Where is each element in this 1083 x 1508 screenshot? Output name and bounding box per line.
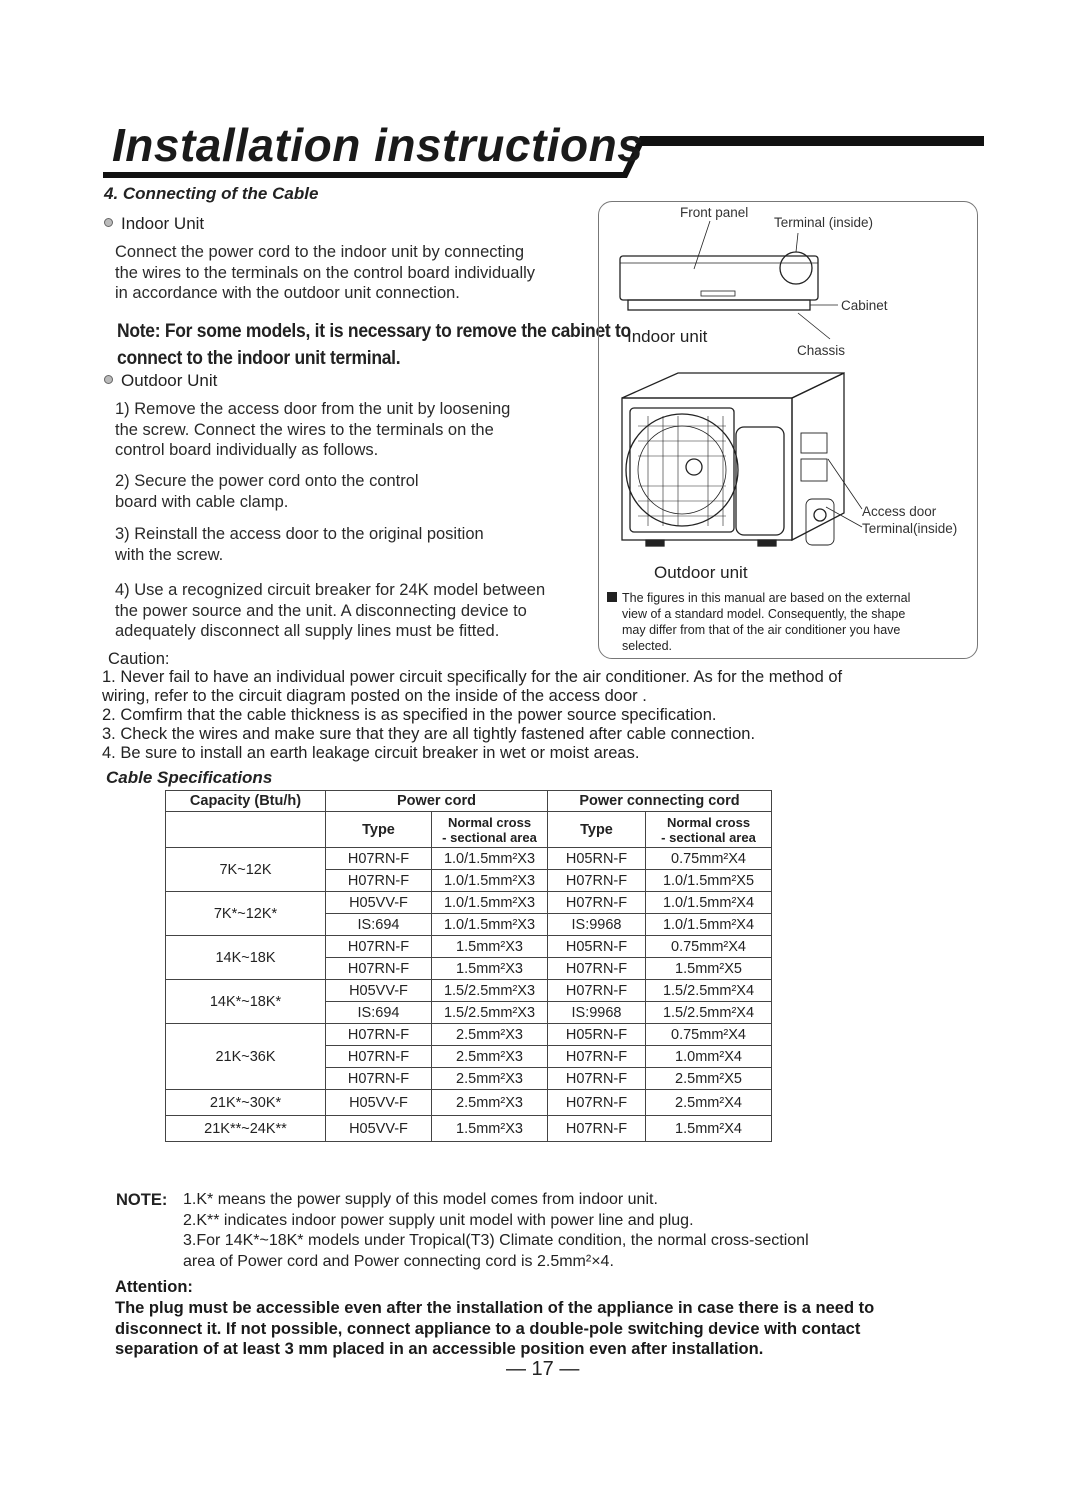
capacity-cell: 14K~18K — [166, 936, 326, 980]
connecting-area-cell: 1.0/1.5mm²X5 — [646, 870, 772, 892]
connecting-area-cell: 0.75mm²X4 — [646, 1024, 772, 1046]
caution-title: Caution: — [108, 650, 170, 668]
cord-type-cell: H07RN-F — [326, 958, 432, 980]
cord-type-cell: IS:694 — [326, 914, 432, 936]
section-heading: 4. Connecting of the Cable — [104, 184, 319, 203]
connecting-area-cell: 1.5/2.5mm²X4 — [646, 980, 772, 1002]
indoor-unit-label: Indoor unit — [627, 327, 708, 346]
connecting-type-cell: H05RN-F — [548, 848, 646, 870]
capacity-cell: 21K**~24K** — [166, 1116, 326, 1142]
connecting-area-cell: 2.5mm²X5 — [646, 1068, 772, 1090]
step-2: 2) Secure the power cord onto the control board with cable clamp. — [115, 472, 419, 511]
cord-area-cell: 2.5mm²X3 — [432, 1046, 548, 1068]
terminal-inside-outdoor-label: Terminal(inside) — [862, 521, 958, 536]
connecting-area-cell: 0.75mm²X4 — [646, 936, 772, 958]
header-normal-cross: Normal cross - sectional area — [432, 812, 548, 848]
cord-area-cell: 1.5/2.5mm²X3 — [432, 980, 548, 1002]
cord-type-cell: H05VV-F — [326, 1116, 432, 1142]
cord-type-cell: H07RN-F — [326, 1068, 432, 1090]
cord-type-cell: H05VV-F — [326, 980, 432, 1002]
terminal-inside-label: Terminal (inside) — [774, 215, 874, 230]
cord-area-cell: 1.5mm²X3 — [432, 936, 548, 958]
notes-list: 1.K* means the power supply of this model comes from indoor unit. 2.K** indicates indoor power supply unit model with power line and plug. 3.For 14K*~18K* models under Tropical(T3) Climate condition, the normal cross-sectionl area of Power cord and Power connecting cord is 2.5mm²×4. — [183, 1191, 809, 1270]
cable-spec-title: Cable Specifications — [106, 768, 273, 787]
cable-spec-table — [165, 790, 772, 1142]
step-3: 3) Reinstall the access door to the original position with the screw. — [115, 525, 484, 564]
connecting-area-cell: 1.0/1.5mm²X4 — [646, 892, 772, 914]
front-panel-label: Front panel — [680, 205, 749, 220]
cord-area-cell: 2.5mm²X3 — [432, 1090, 548, 1116]
table-row — [166, 936, 772, 958]
capacity-cell: 14K*~18K* — [166, 980, 326, 1024]
connecting-area-cell: 1.5mm²X4 — [646, 1116, 772, 1142]
table-row — [166, 1024, 772, 1046]
indoor-note: Note: For some models, it is necessary to remove the cabinet to connect to the indoor unit terminal. — [117, 321, 631, 369]
cord-area-cell: 2.5mm²X3 — [432, 1024, 548, 1046]
header-power-connecting-cord: Power connecting cord — [548, 791, 772, 812]
table-row — [166, 848, 772, 870]
bullet-icon — [104, 218, 113, 227]
chassis-label: Chassis — [797, 343, 846, 358]
connecting-type-cell: H07RN-F — [548, 870, 646, 892]
header-type: Type — [548, 812, 646, 848]
connecting-type-cell: H07RN-F — [548, 1068, 646, 1090]
connecting-type-cell: H07RN-F — [548, 1090, 646, 1116]
note-label: NOTE: — [116, 1191, 168, 1209]
table-row — [166, 980, 772, 1002]
connecting-area-cell: 1.5/2.5mm²X4 — [646, 1002, 772, 1024]
attention-text: The plug must be accessible even after the installation of the appliance in case there is a need to disconnect it. If not possible, connect appliance to a double-pole switching device with contact separation of at least 3 mm placed in an accessible position even after installation. — [115, 1299, 875, 1358]
connecting-type-cell: H07RN-F — [548, 1116, 646, 1142]
connecting-type-cell: IS:9968 — [548, 914, 646, 936]
cabinet-label: Cabinet — [841, 298, 888, 313]
indoor-unit-heading: Indoor Unit — [104, 214, 204, 234]
connecting-area-cell: 2.5mm²X4 — [646, 1090, 772, 1116]
header-power-cord: Power cord — [326, 791, 548, 812]
cord-type-cell: H05VV-F — [326, 1090, 432, 1116]
cord-area-cell: 1.5/2.5mm²X3 — [432, 1002, 548, 1024]
capacity-cell: 7K~12K — [166, 848, 326, 892]
connecting-area-cell: 1.0mm²X4 — [646, 1046, 772, 1068]
outdoor-unit-heading: Outdoor Unit — [104, 371, 217, 391]
cord-type-cell: IS:694 — [326, 1002, 432, 1024]
cord-area-cell: 1.0/1.5mm²X3 — [432, 914, 548, 936]
header-normal-cross: Normal cross - sectional area — [646, 812, 772, 848]
connecting-type-cell: H07RN-F — [548, 958, 646, 980]
header-blank — [166, 812, 326, 848]
cord-area-cell: 1.5mm²X3 — [432, 1116, 548, 1142]
indoor-unit-icon — [620, 221, 838, 339]
cord-area-cell: 2.5mm²X3 — [432, 1068, 548, 1090]
bullet-icon — [104, 375, 113, 384]
figure-caption: The figures in this manual are based on the external view of a standard model. Consequently, the shape may differ from that of the air conditioner you have selected. — [622, 591, 911, 653]
connecting-area-cell: 1.0/1.5mm²X4 — [646, 914, 772, 936]
outdoor-unit-label: Outdoor unit — [654, 563, 748, 582]
capacity-cell: 21K~36K — [166, 1024, 326, 1090]
connecting-area-cell: 1.5mm²X5 — [646, 958, 772, 980]
capacity-cell: 7K*~12K* — [166, 892, 326, 936]
step-1: 1) Remove the access door from the unit by loosening the screw. Connect the wires to the terminals on the control board individually as follows. — [115, 400, 511, 459]
units-illustration — [598, 201, 978, 601]
connecting-type-cell: H07RN-F — [548, 980, 646, 1002]
connecting-type-cell: H05RN-F — [548, 1024, 646, 1046]
page-number: — 17 — — [506, 1358, 580, 1380]
cord-area-cell: 1.0/1.5mm²X3 — [432, 848, 548, 870]
connecting-type-cell: H07RN-F — [548, 1046, 646, 1068]
capacity-cell: 21K*~30K* — [166, 1090, 326, 1116]
cord-type-cell: H07RN-F — [326, 936, 432, 958]
caution-list: 1. Never fail to have an individual power circuit specifically for the air conditioner. As for the method of wiring, refer to the circuit diagram posted on the inside of the access door . 2. Comfirm that the cable thickness is as specified in the power source specification. 3. Check the wires and make sure that they are all tightly fastened after cable connection. 4. Be sure to install an earth leakage circuit breaker in wet or moist areas. — [102, 668, 843, 762]
connecting-type-cell: H07RN-F — [548, 892, 646, 914]
cord-area-cell: 1.0/1.5mm²X3 — [432, 892, 548, 914]
cord-area-cell: 1.0/1.5mm²X3 — [432, 870, 548, 892]
cord-type-cell: H05VV-F — [326, 892, 432, 914]
connecting-type-cell: IS:9968 — [548, 1002, 646, 1024]
outdoor-unit-icon — [622, 373, 862, 546]
header-capacity: Capacity (Btu/h) — [166, 791, 326, 812]
cord-type-cell: H07RN-F — [326, 848, 432, 870]
step-4: 4) Use a recognized circuit breaker for 24K model between the power source and the unit. A disconnecting device to adequately disconnect all supply lines must be fitted. — [115, 581, 546, 640]
header-type: Type — [326, 812, 432, 848]
table-row — [166, 1116, 772, 1142]
caption-marker-icon — [607, 592, 617, 602]
access-door-label: Access door — [862, 504, 937, 519]
cord-type-cell: H07RN-F — [326, 870, 432, 892]
table-row — [166, 892, 772, 914]
indoor-unit-text: Connect the power cord to the indoor unit by connecting the wires to the terminals on the control board individually in accordance with the outdoor unit connection. — [115, 243, 536, 302]
cord-area-cell: 1.5mm²X3 — [432, 958, 548, 980]
cord-type-cell: H07RN-F — [326, 1024, 432, 1046]
attention-title: Attention: — [115, 1278, 193, 1296]
connecting-area-cell: 0.75mm²X4 — [646, 848, 772, 870]
page-title: Installation instructions — [112, 119, 644, 171]
table-row — [166, 1090, 772, 1116]
cord-type-cell: H07RN-F — [326, 1046, 432, 1068]
connecting-type-cell: H05RN-F — [548, 936, 646, 958]
